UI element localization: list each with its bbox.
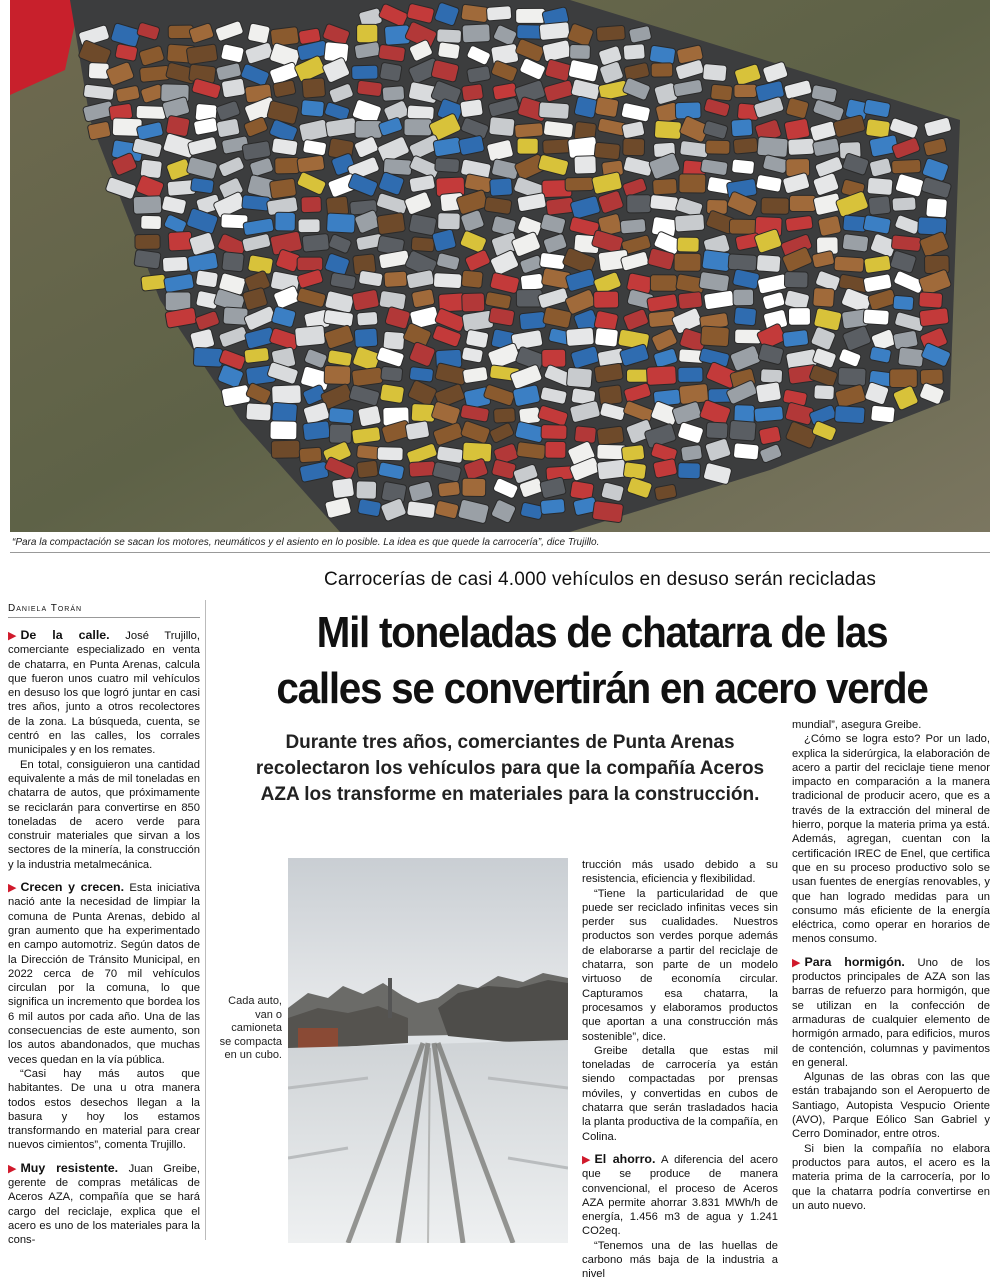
scrap-car-shape — [484, 197, 512, 215]
scrap-car-shape — [892, 159, 921, 174]
scrap-car-shape — [223, 307, 248, 325]
scrap-car-shape — [864, 255, 892, 274]
scrap-car-shape — [438, 481, 461, 497]
scrap-car-shape — [297, 155, 325, 173]
triangle-bullet-icon: ▶ — [792, 956, 801, 969]
scrap-car-shape — [706, 422, 728, 439]
scrap-car-shape — [433, 273, 462, 289]
scrap-car-shape — [271, 402, 297, 423]
scrap-car-shape — [675, 214, 705, 232]
scrap-car-shape — [759, 426, 782, 445]
scrap-car-shape — [842, 234, 869, 253]
scrap-car-shape — [141, 215, 162, 229]
scrap-car-shape — [301, 196, 322, 212]
paragraph: Greibe detalla que estas mil toneladas de carrocería ya están siendo compactadas por prensas móviles, y convertidas en cubos de chatarra que serán trasladados hacia la planta productiva de la compañía, en Colina. — [582, 1044, 778, 1143]
scrap-car-shape — [838, 367, 866, 386]
scrap-car-shape — [462, 478, 486, 496]
paragraph: “Casi hay más autos que habitantes. De una u otra manera todos estos desechos llegan a la basura y hoy los estamos transformando en material para crear nuevos cimientos”, comenta Trujillo. — [8, 1067, 200, 1152]
paragraph: En total, consiguieron una cantidad equivalente a más de mil toneladas en chatarra de autos, que próximamente se reciclarán para convertirse en 850 toneladas de acero verde para construir materiales que sirvan a los sectores de la minería, la construcción y la industria metalmecánica. — [8, 758, 200, 871]
scrap-car-shape — [247, 23, 270, 44]
scrap-car-shape — [355, 120, 382, 138]
scrap-car-shape — [135, 234, 160, 249]
section-lead: De la calle. — [20, 628, 110, 642]
scrap-car-shape — [627, 195, 651, 213]
scrap-car-shape — [193, 347, 222, 367]
scrap-car-shape — [461, 4, 489, 23]
scrap-car-shape — [222, 252, 245, 272]
scrap-car-shape — [437, 29, 462, 44]
deck: Durante tres años, comerciantes de Punta Arenas recolectaron los vehículos para que la compañía Aceros AZA los transforme en materiales para la construcción. — [255, 732, 765, 805]
junkyard-aerial-image — [10, 0, 990, 532]
scrap-car-shape — [405, 421, 430, 441]
scrap-car-shape — [789, 195, 815, 211]
scrap-car-shape — [133, 196, 162, 215]
divider — [10, 552, 990, 553]
scrap-car-shape — [594, 363, 623, 383]
scrap-car-shape — [461, 84, 483, 102]
scrap-car-shape — [678, 292, 703, 310]
scrap-car-shape — [539, 102, 570, 120]
scrap-car-shape — [165, 292, 190, 311]
scrap-car-shape — [380, 384, 405, 404]
scrap-car-shape — [302, 78, 326, 98]
scrap-car-shape — [871, 405, 896, 423]
scrap-car-shape — [269, 178, 296, 199]
scrap-car-shape — [404, 119, 432, 136]
scrap-car-shape — [678, 367, 703, 382]
scrap-car-shape — [756, 254, 781, 272]
scrap-car-shape — [731, 159, 754, 175]
scrap-car-shape — [788, 138, 815, 155]
scrap-car-shape — [407, 501, 436, 519]
paragraph: “Tiene la particularidad de que puede ser reciclado infinitas veces sin perder sus cualidades. Nuestros productos son verdes porque además de elaborarse a partir del reciclaje de chatarra, son parte de un modelo virtuoso de economía circular. Capturamos esa chatarra, la procesamos y elaboramos productos que aportan a una construcción más sostenible”, dice. — [582, 887, 778, 1043]
scrap-car-shape — [168, 231, 192, 251]
scrap-car-shape — [301, 100, 325, 118]
scrap-car-shape — [381, 366, 403, 381]
scrap-car-shape — [818, 215, 842, 236]
paragraph: Uno de los productos principales de AZA son las barras de refuerzo para hormigón, que se utilizan en la confección de armaduras de cualquier elemento de hormigón armado, para edificios, muros de contención, columnas y pavimentos en general. — [792, 956, 990, 1069]
scrap-car-shape — [302, 233, 330, 252]
scrap-car-shape — [378, 44, 405, 62]
scrap-car-shape — [328, 407, 354, 424]
scrap-car-shape — [384, 271, 407, 287]
article-column-1 — [8, 628, 200, 1247]
scrap-car-shape — [621, 445, 645, 462]
scrap-car-shape — [244, 347, 270, 363]
scrap-car-shape — [297, 257, 323, 271]
scrap-car-shape — [598, 385, 622, 406]
scrap-car-shape — [462, 293, 485, 312]
scrap-car-shape — [574, 156, 596, 174]
scrap-car-shape — [594, 328, 618, 348]
scrap-car-shape — [699, 271, 730, 292]
scrap-car-shape — [865, 119, 890, 139]
scrap-car-shape — [329, 424, 351, 443]
scrap-car-shape — [275, 212, 296, 231]
paragraph: Juan Greibe, gerente de compras metálicas de Aceros AZA, compañía que se hará cargo del reciclaje, explica que el acero es uno de los materiales para la cons- — [8, 1162, 200, 1247]
scrap-car-shape — [488, 307, 514, 326]
scrap-car-shape — [566, 327, 594, 346]
scrap-car-shape — [728, 254, 757, 271]
scrap-car-shape — [784, 272, 808, 288]
scrap-car-shape — [650, 275, 677, 291]
scrap-car-shape — [892, 197, 916, 212]
scrap-car-shape — [565, 177, 594, 191]
section-lead: Muy resistente. — [20, 1160, 119, 1175]
scrap-car-shape — [379, 62, 402, 82]
scrap-car-shape — [186, 44, 218, 65]
scrap-car-shape — [272, 385, 302, 405]
scrap-car-shape — [843, 215, 867, 232]
scrap-car-shape — [649, 45, 676, 65]
scrap-car-shape — [898, 347, 924, 367]
scrap-car-shape — [680, 140, 709, 158]
scrap-car-shape — [356, 445, 380, 460]
scrap-car-shape — [574, 96, 598, 119]
scrap-car-shape — [761, 198, 789, 215]
scrap-car-shape — [834, 406, 865, 424]
scrap-car-shape — [926, 198, 948, 218]
scrap-car-shape — [755, 382, 781, 403]
scrap-car-shape — [493, 408, 515, 423]
scrap-car-shape — [162, 256, 188, 272]
scrap-car-shape — [734, 307, 757, 326]
scrap-car-shape — [784, 118, 810, 141]
scrap-car-shape — [486, 6, 511, 21]
scrap-car-shape — [574, 426, 596, 444]
scrap-car-shape — [834, 256, 864, 272]
scrap-car-shape — [542, 349, 566, 367]
scrap-car-shape — [409, 461, 436, 477]
scrap-car-shape — [141, 274, 166, 291]
scrap-car-shape — [620, 219, 646, 235]
scrap-car-shape — [566, 367, 592, 388]
headline-line-1: Mil toneladas de chatarra de las — [316, 608, 888, 657]
scrap-car-shape — [357, 460, 379, 478]
scrap-car-shape — [462, 442, 492, 462]
scrap-car-shape — [597, 426, 625, 445]
scrap-car-shape — [352, 367, 384, 387]
paragraph: “Tenemos una de las huellas de carbono más baja de la industria a nivel — [582, 1239, 778, 1281]
triangle-bullet-icon: ▶ — [8, 882, 17, 895]
scrap-car-shape — [710, 84, 732, 101]
scrap-car-shape — [295, 325, 326, 347]
scrap-car-shape — [377, 447, 403, 461]
scrap-car-shape — [920, 369, 943, 385]
scrap-car-shape — [136, 105, 166, 119]
scrap-car-shape — [733, 443, 759, 460]
scrap-car-shape — [411, 237, 434, 252]
scrap-car-shape — [377, 212, 406, 234]
scrap-car-shape — [516, 442, 546, 460]
scrap-car-shape — [517, 138, 538, 154]
scrap-car-shape — [729, 420, 756, 441]
scrap-car-shape — [650, 194, 679, 211]
scrap-car-shape — [863, 309, 889, 325]
scrap-car-shape — [462, 366, 488, 383]
scrap-car-shape — [788, 308, 810, 326]
scrap-car-shape — [139, 65, 170, 82]
scrap-car-shape — [539, 22, 570, 41]
scrap-car-shape — [651, 63, 673, 77]
scrap-car-shape — [460, 99, 484, 118]
scrap-car-shape — [546, 197, 575, 215]
paragraph: Algunas de las obras con las que están trabajando son el Aeropuerto de Santiago, Autopista Vespucio Oriente (AVO), Parque Eólico San Gabriel y Cerro Dominador, entre otros. — [792, 1071, 990, 1141]
scrap-car-shape — [520, 273, 543, 291]
scrap-car-shape — [514, 123, 543, 138]
scrap-car-shape — [597, 459, 627, 480]
scrap-car-shape — [462, 24, 490, 43]
scrap-car-shape — [461, 270, 483, 288]
paragraph: trucción más usado debido a su resistencia, eficiencia y flexibilidad. — [582, 859, 778, 886]
scrap-car-shape — [623, 138, 645, 155]
scrap-car-shape — [782, 330, 808, 348]
scrap-car-shape — [465, 329, 489, 348]
scrap-car-shape — [867, 177, 893, 195]
scrap-car-shape — [733, 137, 758, 154]
scrap-car-shape — [646, 366, 676, 386]
scrap-car-shape — [919, 308, 949, 327]
snowy-scrapyard-image — [288, 858, 568, 1243]
scrap-car-shape — [623, 462, 647, 480]
photo-snowy-scrapyard — [288, 858, 568, 1243]
scrap-car-shape — [654, 120, 681, 139]
scrap-car-shape — [785, 215, 813, 231]
scrap-car-shape — [569, 44, 590, 59]
triangle-bullet-icon: ▶ — [8, 630, 17, 642]
scrap-car-shape — [516, 8, 546, 23]
scrap-car-shape — [331, 478, 354, 499]
scrap-car-shape — [595, 97, 619, 118]
scrap-car-shape — [382, 86, 405, 102]
paragraph: mundial”, asegura Greibe. — [792, 719, 922, 731]
column-divider — [205, 600, 206, 1240]
scrap-car-shape — [706, 140, 730, 154]
scrap-car-shape — [813, 288, 835, 308]
scrap-car-shape — [302, 421, 330, 441]
scrap-car-shape — [354, 328, 378, 347]
scrap-car-shape — [543, 139, 572, 154]
article-column-3 — [582, 858, 778, 1282]
kicker: Carrocerías de casi 4.000 vehículos en desuso serán recicladas — [323, 569, 877, 590]
scrap-car-shape — [246, 403, 272, 421]
scrap-car-shape — [893, 295, 914, 310]
scrap-car-shape — [358, 405, 382, 427]
scrap-car-shape — [702, 63, 727, 81]
scrap-car-shape — [216, 118, 240, 138]
scrap-car-shape — [701, 326, 730, 347]
scrap-car-shape — [383, 331, 405, 350]
scrap-car-shape — [594, 142, 620, 160]
scrap-car-shape — [757, 137, 788, 158]
scrap-car-shape — [678, 463, 701, 479]
scrap-car-shape — [814, 385, 835, 400]
scrap-car-shape — [357, 80, 383, 97]
scrap-car-shape — [653, 179, 678, 195]
paragraph: José Trujillo, comerciante especializado en venta de chatarra, en Punta Arenas, calcula que fueron unos cuatro mil vehículos en desuso los que logró juntar en casi tres años, junto a otros recolectores de la zona. La búsqueda, cuenta, se centró en las calles, los corrales municipales y en los remates. — [8, 630, 200, 757]
headline — [243, 605, 961, 717]
paragraph: A diferencia del acero que se produce de manera convencional, el proceso de Aceros AZA permite ahorrar 3.831 MWh/h de energía, 1.456 m3 de agua y 1.241 CO2eq. — [582, 1153, 778, 1238]
paragraph: Si bien la compañía no elabora productos para autos, el acero es la materia prima de la carrocería, por lo que la chatarra podría convertirse en un auto nuevo. — [792, 1142, 990, 1212]
scrap-car-shape — [592, 501, 623, 523]
scrap-car-shape — [275, 157, 300, 174]
top-photo-caption: “Para la compactación se sacan los motores, neumáticos y el asiento en lo posible. La idea es que quede la carrocería”, dice Trujillo. — [12, 537, 600, 548]
scrap-car-shape — [438, 42, 461, 60]
scrap-car-shape — [221, 78, 245, 98]
scrap-car-shape — [594, 291, 619, 308]
scrap-car-shape — [190, 177, 214, 193]
scrap-car-shape — [357, 24, 378, 42]
scrap-car-shape — [541, 425, 567, 440]
scrap-car-shape — [760, 369, 782, 384]
scrap-car-shape — [702, 250, 731, 272]
scrap-car-shape — [890, 369, 918, 388]
scrap-car-shape — [919, 292, 943, 308]
paragraph: ¿Cómo se logra esto? Por un lado, explica la siderúrgica, la elaboración de acero a partir del reciclaje tiene menor impacto en comparación a la manera tradicional de producir acero, que es a través de la extracción del mineral de hierro, porque la materia prima ya está. Además, agregan, cuentan con la certificación IREC de Enel, que certifica que en su proceso productivo solo se usan fuentes de energías renovables, y que han logrado medidas para un consumo más eficiente de la energía eléctrica, como operar en horarios de menos consumo. — [792, 733, 990, 946]
scrap-car-shape — [195, 270, 218, 288]
scrap-car-shape — [540, 499, 565, 515]
scrap-car-shape — [407, 105, 434, 120]
triangle-bullet-icon: ▶ — [8, 1162, 17, 1175]
divider — [8, 617, 200, 618]
scrap-car-shape — [435, 158, 460, 173]
scrap-car-shape — [489, 117, 515, 137]
scrap-car-shape — [543, 120, 573, 138]
scrap-car-shape — [539, 252, 565, 270]
section-lead: Para hormigón. — [804, 954, 905, 969]
scrap-car-shape — [596, 25, 625, 41]
article-column-4 — [792, 718, 990, 1213]
scrap-car-shape — [891, 235, 921, 252]
section-lead: El ahorro. — [594, 1151, 656, 1166]
scrap-car-shape — [679, 174, 706, 193]
scrap-car-shape — [677, 237, 699, 252]
scrap-car-shape — [729, 219, 757, 234]
scrap-car-shape — [271, 138, 298, 156]
scrap-car-shape — [623, 44, 645, 61]
scrap-car-shape — [357, 499, 381, 517]
scrap-car-shape — [734, 84, 757, 97]
triangle-bullet-icon: ▶ — [582, 1153, 591, 1166]
scrap-car-shape — [357, 311, 378, 326]
byline: Daniela Torán — [8, 603, 83, 614]
top-photo-junkyard — [10, 0, 990, 532]
scrap-car-shape — [352, 65, 378, 79]
scrap-car-shape — [519, 311, 546, 330]
scrap-car-shape — [411, 403, 435, 422]
scrap-car-shape — [731, 119, 753, 137]
scrap-car-shape — [270, 421, 297, 440]
scrap-car-shape — [681, 445, 703, 462]
scrap-car-shape — [733, 289, 754, 306]
scrap-car-shape — [299, 447, 322, 463]
scrap-car-shape — [754, 406, 784, 422]
scrap-car-shape — [674, 253, 701, 271]
scrap-car-shape — [356, 481, 377, 499]
scrap-car-shape — [490, 178, 513, 196]
scrap-car-shape — [868, 196, 891, 216]
scrap-car-shape — [438, 213, 461, 230]
scrap-car-shape — [545, 441, 566, 458]
scrap-car-shape — [324, 365, 351, 384]
paragraph: Esta iniciativa nació ante la necesidad de limpiar la comuna de Punta Arenas, debido al gran aumento que ha experimentado en campo automotriz. Según datos de la Dirección de Tránsito Municipal, en 2022 cerca de 70 mil vehículos circulan por la comuna, lo que significa un incremento que bordea los 6 mil autos por cada año. Una de las consecuencias de este aumento, son los autos abandonados, que muchas veces quedan en la vía pública. — [8, 882, 201, 1066]
scrap-car-shape — [298, 219, 320, 233]
scrap-car-shape — [242, 195, 271, 211]
scrap-car-shape — [411, 289, 435, 308]
scrap-car-shape — [409, 367, 434, 383]
section-lead: Crecen y crecen. — [20, 880, 125, 895]
photo2-caption: Cada auto, van o camioneta se compacta en un cubo. — [219, 995, 282, 1061]
scrap-car-shape — [352, 427, 381, 445]
headline-line-2: calles se convertirán en acero verde — [276, 664, 928, 713]
scrap-car-shape — [134, 249, 161, 269]
scrap-car-shape — [567, 136, 597, 158]
scrap-car-shape — [326, 213, 355, 233]
scrap-car-shape — [271, 440, 300, 458]
